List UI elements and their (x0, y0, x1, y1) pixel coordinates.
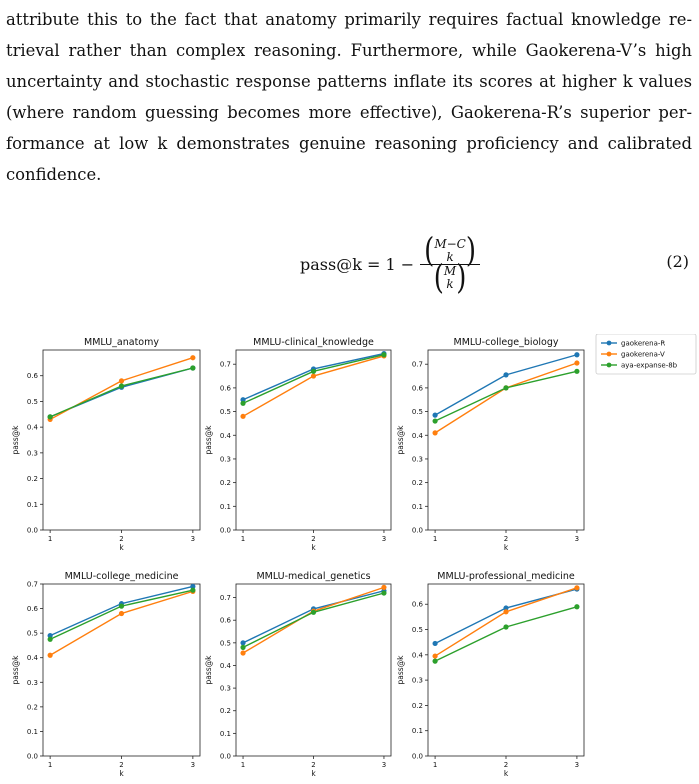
y-tick-label: 0.6 (411, 600, 423, 609)
paragraph-line: uncertainty and stochastic response patterns inflate its scores at higher k values (6, 72, 692, 91)
data-point (503, 624, 508, 629)
y-tick-label: 0.0 (411, 526, 423, 535)
legend-marker (607, 352, 612, 357)
data-point (190, 588, 195, 593)
y-tick-label: 0.2 (26, 703, 38, 712)
data-point (240, 650, 245, 655)
binom-top: M (443, 263, 457, 278)
figure-grid (0, 334, 699, 784)
chart-panel (11, 337, 200, 552)
binom-bottom: k (446, 249, 454, 264)
y-tick-label: 0.3 (219, 455, 231, 464)
data-point (503, 609, 508, 614)
data-point (381, 590, 386, 595)
data-point (503, 372, 508, 377)
chart-panel (204, 337, 391, 552)
x-tick-label: 3 (190, 535, 196, 543)
x-tick-label: 1 (240, 535, 246, 543)
x-tick-label: 1 (47, 535, 53, 543)
legend-label: gaokerena-V (621, 350, 665, 359)
y-tick-label: 0.7 (411, 360, 423, 369)
data-point (119, 611, 124, 616)
binom-top: M−C (434, 236, 466, 251)
y-tick-label: 0.6 (26, 605, 38, 614)
y-tick-label: 0.0 (26, 752, 38, 761)
series-line (435, 607, 577, 661)
binom-bottom: k (446, 276, 454, 291)
series-line (243, 356, 384, 416)
data-point (574, 585, 579, 590)
x-tick-label: 1 (432, 761, 438, 769)
x-tick-label: 2 (503, 535, 509, 543)
chart-panel (396, 571, 584, 778)
x-tick-label: 1 (47, 761, 53, 769)
series-line (435, 371, 577, 421)
data-point (119, 383, 124, 388)
legend-marker (607, 341, 612, 346)
data-point (190, 365, 195, 370)
y-tick-label: 0.5 (411, 626, 423, 635)
y-tick-label: 0.5 (219, 639, 231, 648)
series-line (435, 355, 577, 415)
data-point (432, 418, 437, 423)
chart-title: MMLU-college_biology (453, 337, 559, 348)
y-axis-label: pass@k (11, 425, 20, 455)
y-tick-label: 0.1 (219, 502, 231, 511)
y-tick-label: 0.4 (219, 661, 231, 670)
equation-block (0, 231, 699, 297)
y-tick-label: 0.1 (411, 727, 423, 736)
axes-frame (43, 350, 200, 530)
data-point (48, 414, 53, 419)
y-tick-label: 0.0 (26, 526, 38, 535)
y-tick-label: 0.1 (26, 500, 38, 509)
y-tick-label: 0.6 (411, 384, 423, 393)
data-point (240, 645, 245, 650)
data-point (311, 610, 316, 615)
data-point (381, 352, 386, 357)
legend (596, 334, 696, 374)
data-point (240, 640, 245, 645)
data-point (432, 653, 437, 658)
y-tick-label: 0.0 (219, 752, 231, 761)
chart-title: MMLU-clinical_knowledge (253, 337, 374, 348)
data-point (503, 385, 508, 390)
paragraph-line: formance at low k demonstrates genuine reasoning proficiency and calibrated (6, 134, 692, 153)
series-line (435, 589, 577, 643)
y-axis-label: pass@k (204, 425, 213, 455)
y-tick-label: 0.3 (26, 449, 38, 458)
paragraph-line: confidence. (6, 165, 102, 184)
paragraph-line: trieval rather than complex reasoning. Furthermore, while Gaokerena-V’s high (6, 41, 692, 60)
x-tick-label: 3 (574, 761, 580, 769)
chart-title: MMLU-medical_genetics (256, 571, 371, 582)
series-line (243, 587, 384, 653)
chart-panel (204, 571, 391, 778)
x-tick-label: 3 (574, 535, 580, 543)
y-tick-label: 0.4 (26, 423, 38, 432)
series-line (50, 368, 193, 417)
axes-frame (43, 584, 200, 756)
y-tick-label: 0.3 (411, 676, 423, 685)
data-point (574, 604, 579, 609)
x-tick-label: 1 (240, 761, 246, 769)
y-tick-label: 0.5 (219, 408, 231, 417)
data-point (311, 373, 316, 378)
chart-title: MMLU-college_medicine (64, 571, 179, 582)
y-tick-label: 0.6 (219, 384, 231, 393)
y-tick-label: 0.3 (411, 455, 423, 464)
data-point (240, 414, 245, 419)
paragraph-line: (where random guessing becomes more effective), Gaokerena-R’s superior per- (6, 103, 692, 122)
y-tick-label: 0.0 (411, 752, 423, 761)
legend-label: aya-expanse-8b (621, 361, 678, 370)
equation-fraction (420, 231, 480, 297)
y-tick-label: 0.5 (26, 629, 38, 638)
y-tick-label: 0.6 (26, 372, 38, 381)
x-axis-label: k (311, 543, 316, 552)
paragraph-line: attribute this to the fact that anatomy primarily requires factual knowledge re- (6, 10, 692, 29)
body-paragraph (6, 4, 692, 190)
y-tick-label: 0.7 (219, 360, 231, 369)
binomial-numerator: ( M−C k ) (424, 231, 476, 270)
x-axis-label: k (119, 769, 124, 778)
y-tick-label: 0.0 (219, 526, 231, 535)
x-tick-label: 3 (190, 761, 196, 769)
data-point (381, 585, 386, 590)
x-tick-label: 3 (381, 761, 387, 769)
y-tick-label: 0.5 (26, 397, 38, 406)
y-tick-label: 0.6 (219, 616, 231, 625)
y-tick-label: 0.2 (219, 707, 231, 716)
y-tick-label: 0.7 (219, 594, 231, 603)
chart-panel (11, 571, 200, 778)
binomial-denominator: ( M k ) (433, 258, 467, 297)
data-point (240, 401, 245, 406)
data-point (190, 355, 195, 360)
data-point (432, 413, 437, 418)
data-point (432, 430, 437, 435)
data-point (48, 653, 53, 658)
data-point (311, 369, 316, 374)
series-line (435, 588, 577, 656)
y-tick-label: 0.2 (26, 475, 38, 484)
y-tick-label: 0.1 (26, 727, 38, 736)
y-tick-label: 0.5 (411, 408, 423, 417)
data-point (574, 369, 579, 374)
x-axis-label: k (503, 543, 509, 552)
x-axis-label: k (503, 769, 509, 778)
chart-title: MMLU-professional_medicine (437, 571, 575, 582)
x-tick-label: 1 (432, 535, 438, 543)
x-tick-label: 2 (503, 761, 509, 769)
data-point (119, 604, 124, 609)
y-axis-label: pass@k (11, 655, 20, 685)
x-axis-label: k (311, 769, 316, 778)
data-point (432, 641, 437, 646)
chart-title: MMLU_anatomy (84, 337, 159, 348)
x-tick-label: 2 (119, 761, 124, 769)
data-point (119, 378, 124, 383)
y-tick-label: 0.4 (411, 431, 423, 440)
chart-panel (396, 337, 584, 552)
series-line (50, 591, 193, 655)
y-tick-label: 0.4 (219, 431, 231, 440)
y-axis-label: pass@k (204, 655, 213, 685)
legend-marker (607, 363, 612, 368)
x-tick-label: 2 (311, 535, 316, 543)
y-axis-label: pass@k (396, 425, 405, 455)
y-tick-label: 0.2 (219, 479, 231, 488)
x-tick-label: 3 (381, 535, 387, 543)
y-tick-label: 0.2 (411, 701, 423, 710)
x-tick-label: 2 (311, 761, 316, 769)
data-point (574, 352, 579, 357)
data-point (432, 659, 437, 664)
equation-number: (2) (666, 252, 689, 271)
y-tick-label: 0.2 (411, 479, 423, 488)
series-line (243, 593, 384, 647)
x-axis-label: k (119, 543, 124, 552)
y-tick-label: 0.4 (26, 654, 38, 663)
y-tick-label: 0.3 (26, 678, 38, 687)
legend-label: gaokerena-R (621, 339, 666, 348)
equation-lhs: pass@k = 1 − (300, 254, 415, 274)
y-tick-label: 0.1 (219, 729, 231, 738)
y-tick-label: 0.4 (411, 651, 423, 660)
data-point (574, 360, 579, 365)
data-point (48, 637, 53, 642)
series-line (50, 368, 193, 417)
y-tick-label: 0.1 (411, 502, 423, 511)
y-tick-label: 0.7 (26, 580, 38, 589)
y-tick-label: 0.3 (219, 684, 231, 693)
x-tick-label: 2 (119, 535, 124, 543)
y-axis-label: pass@k (396, 655, 405, 685)
